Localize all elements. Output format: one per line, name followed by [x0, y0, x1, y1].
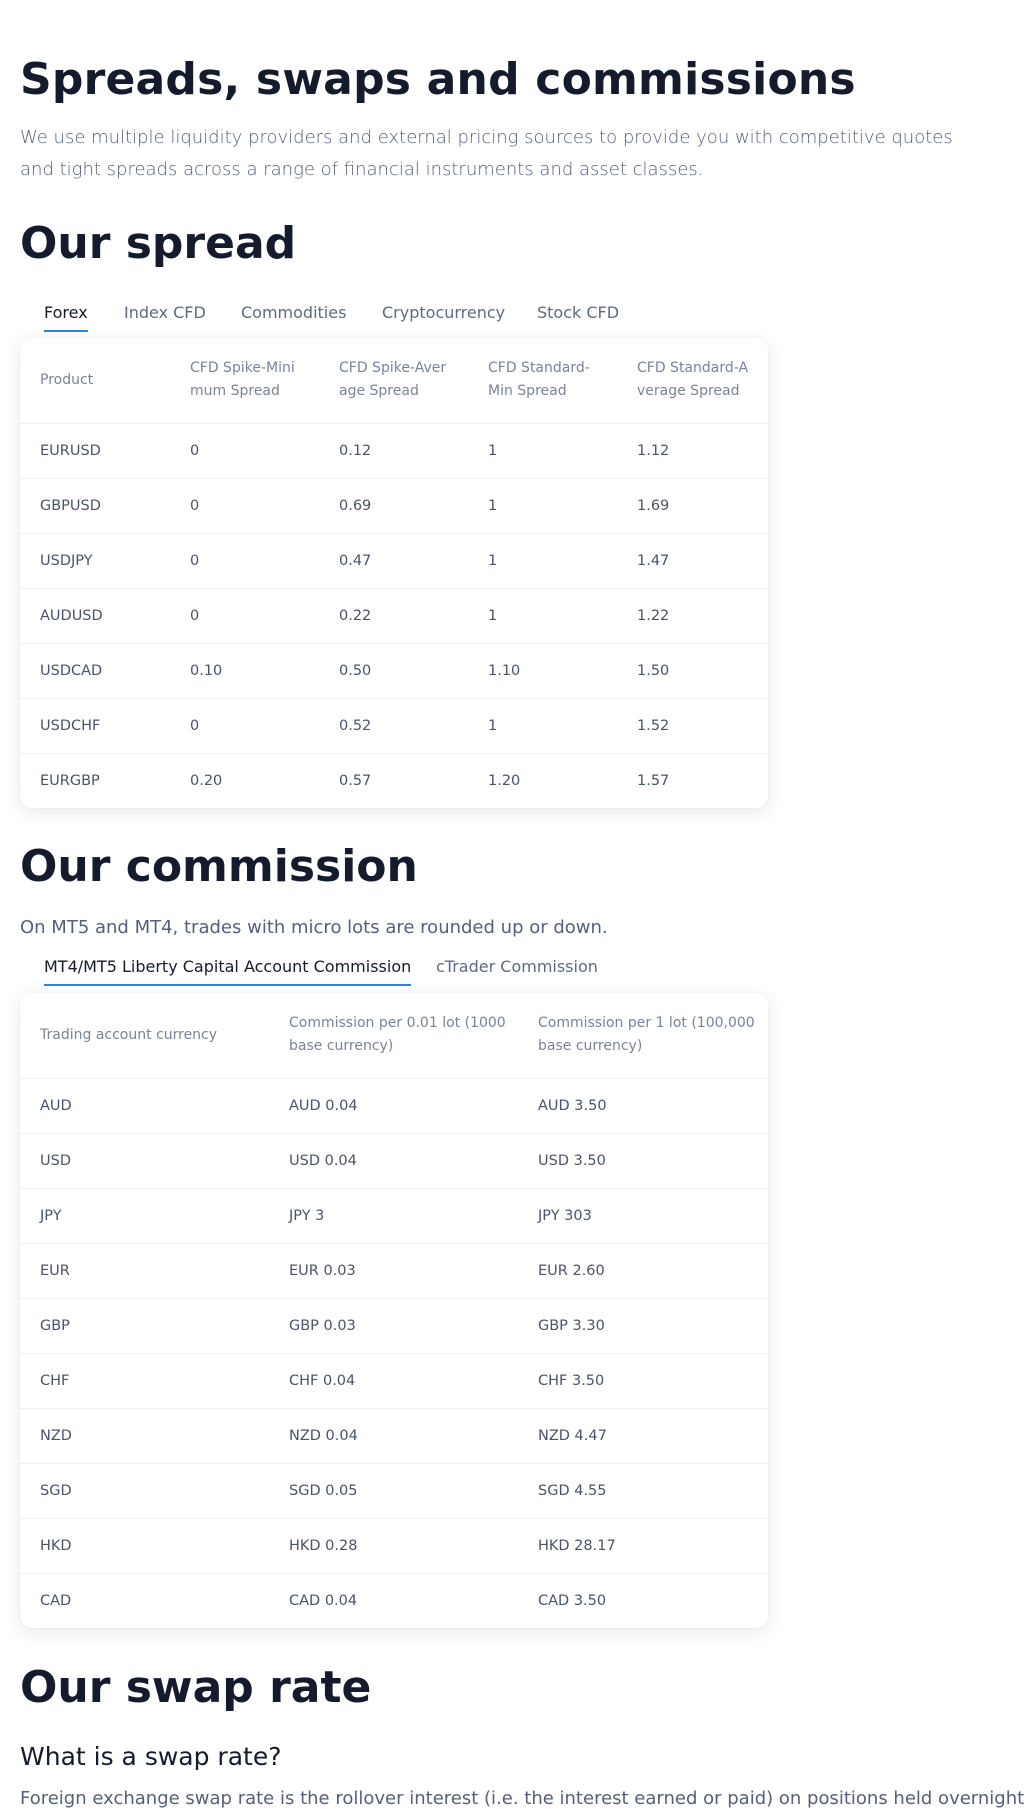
- table-cell: USD 0.04: [269, 1133, 518, 1188]
- table-cell: 1.22: [617, 588, 768, 643]
- table-row: [20, 588, 768, 643]
- table-cell: 0: [170, 423, 319, 478]
- table-cell: CHF 0.04: [269, 1353, 518, 1408]
- table-cell: GBP 0.03: [269, 1298, 518, 1353]
- table-cell: HKD: [20, 1518, 269, 1573]
- table-cell: 0.12: [319, 423, 468, 478]
- table-cell: JPY 3: [269, 1188, 518, 1243]
- table-row: [20, 1133, 768, 1188]
- table-cell: AUD 0.04: [269, 1078, 518, 1133]
- table-cell: 0.47: [319, 533, 468, 588]
- table-cell: JPY 303: [518, 1188, 768, 1243]
- table-cell: SGD 0.05: [269, 1463, 518, 1518]
- table-header-row: [20, 993, 768, 1078]
- commission-table: [20, 993, 768, 1628]
- table-cell: EUR 0.03: [269, 1243, 518, 1298]
- table-cell: 0.22: [319, 588, 468, 643]
- table-row: [20, 478, 768, 533]
- commission-table-card: [20, 993, 768, 1628]
- spread-table: [20, 338, 768, 808]
- table-cell: 1: [468, 588, 617, 643]
- table-row: [20, 1243, 768, 1298]
- table-row: [20, 698, 768, 753]
- column-header-product: Product: [40, 371, 94, 388]
- table-row: [20, 1573, 768, 1628]
- table-cell: USD 3.50: [518, 1133, 768, 1188]
- table-header-row: [20, 338, 768, 423]
- column-header-spike-min: CFD Spike-Mini mum Spread: [190, 360, 295, 400]
- column-header-standard-min: CFD Standard- Min Spread: [488, 360, 590, 400]
- spread-section-title: Our spread: [20, 218, 297, 269]
- table-cell: USDJPY: [20, 533, 170, 588]
- table-cell: 1: [468, 698, 617, 753]
- table-cell: 1: [468, 533, 617, 588]
- column-header-commission-micro: Commission per 0.01 lot (1000 base currency): [289, 1015, 506, 1055]
- table-cell: NZD: [20, 1408, 269, 1463]
- table-cell: EUR: [20, 1243, 269, 1298]
- table-row: [20, 1518, 768, 1573]
- tab-cryptocurrency[interactable]: Cryptocurrency: [382, 303, 506, 322]
- table-cell: 1.10: [468, 643, 617, 698]
- table-cell: JPY: [20, 1188, 269, 1243]
- table-cell: SGD 4.55: [518, 1463, 768, 1518]
- table-row: [20, 423, 768, 478]
- table-cell: CHF 3.50: [518, 1353, 768, 1408]
- table-row: [20, 1353, 768, 1408]
- table-cell: GBPUSD: [20, 478, 170, 533]
- table-cell: CAD 3.50: [518, 1573, 768, 1628]
- table-cell: USD: [20, 1133, 269, 1188]
- table-cell: 1.69: [617, 478, 768, 533]
- table-cell: HKD 0.28: [269, 1518, 518, 1573]
- table-cell: HKD 28.17: [518, 1518, 768, 1573]
- table-cell: AUD 3.50: [518, 1078, 768, 1133]
- table-cell: NZD 0.04: [269, 1408, 518, 1463]
- table-cell: USDCAD: [20, 643, 170, 698]
- table-cell: 0: [170, 478, 319, 533]
- tab-forex[interactable]: Forex: [44, 303, 88, 332]
- tab-commodities[interactable]: Commodities: [241, 303, 347, 322]
- column-header-currency: Trading account currency: [40, 1026, 218, 1043]
- table-cell: EURGBP: [20, 753, 170, 808]
- table-cell: GBP: [20, 1298, 269, 1353]
- table-cell: 0: [170, 533, 319, 588]
- swap-section-title: Our swap rate: [20, 1662, 372, 1713]
- table-cell: 0: [170, 698, 319, 753]
- table-cell: 1.52: [617, 698, 768, 753]
- swap-description: Foreign exchange swap rate is the rollover interest (i.e. the interest earned or paid) on positions held overnight: [20, 1788, 1024, 1809]
- table-cell: EUR 2.60: [518, 1243, 768, 1298]
- table-cell: 0.69: [319, 478, 468, 533]
- table-row: [20, 1078, 768, 1133]
- table-cell: CHF: [20, 1353, 269, 1408]
- tab-stock-cfd[interactable]: Stock CFD: [537, 303, 620, 322]
- intro-line-1: We use multiple liquidity providers and external pricing sources to provide you with competitive quotes: [20, 127, 953, 148]
- table-cell: EURUSD: [20, 423, 170, 478]
- table-row: [20, 643, 768, 698]
- commission-tabs: [20, 957, 780, 997]
- commission-section-title: Our commission: [20, 841, 418, 892]
- table-cell: 0.50: [319, 643, 468, 698]
- table-cell: 1: [468, 478, 617, 533]
- table-cell: 0.10: [170, 643, 319, 698]
- column-header-standard-avg: CFD Standard-A verage Spread: [637, 360, 749, 400]
- table-row: [20, 753, 768, 808]
- table-cell: 0: [170, 588, 319, 643]
- table-cell: CAD 0.04: [269, 1573, 518, 1628]
- table-cell: 1.47: [617, 533, 768, 588]
- table-cell: 1.20: [468, 753, 617, 808]
- table-cell: 1.50: [617, 643, 768, 698]
- table-cell: CAD: [20, 1573, 269, 1628]
- table-cell: 1.57: [617, 753, 768, 808]
- tab-index-cfd[interactable]: Index CFD: [124, 303, 206, 322]
- table-cell: AUDUSD: [20, 588, 170, 643]
- table-cell: 1.12: [617, 423, 768, 478]
- page-title: Spreads, swaps and commissions: [20, 54, 856, 105]
- spread-tabs: [20, 303, 780, 343]
- spread-table-card: [20, 338, 768, 808]
- table-cell: 0.52: [319, 698, 468, 753]
- tab-ctrader-commission[interactable]: cTrader Commission: [436, 957, 598, 976]
- table-cell: USDCHF: [20, 698, 170, 753]
- table-cell: SGD: [20, 1463, 269, 1518]
- table-cell: GBP 3.30: [518, 1298, 768, 1353]
- column-header-commission-standard: Commission per 1 lot (100,000 base currency): [538, 1015, 755, 1055]
- swap-subtitle: What is a swap rate?: [20, 1742, 282, 1771]
- tab-mt4-mt5-commission[interactable]: MT4/MT5 Liberty Capital Account Commission: [44, 957, 411, 986]
- table-row: [20, 1408, 768, 1463]
- table-cell: 0.57: [319, 753, 468, 808]
- table-cell: NZD 4.47: [518, 1408, 768, 1463]
- table-row: [20, 533, 768, 588]
- table-row: [20, 1188, 768, 1243]
- table-row: [20, 1298, 768, 1353]
- intro-paragraph: [20, 122, 953, 186]
- column-header-spike-avg: CFD Spike-Aver age Spread: [339, 360, 447, 400]
- table-cell: 0.20: [170, 753, 319, 808]
- table-cell: 1: [468, 423, 617, 478]
- commission-note: On MT5 and MT4, trades with micro lots are rounded up or down.: [20, 917, 608, 938]
- intro-line-2: and tight spreads across a range of financial instruments and asset classes.: [20, 159, 704, 180]
- table-cell: AUD: [20, 1078, 269, 1133]
- table-row: [20, 1463, 768, 1518]
